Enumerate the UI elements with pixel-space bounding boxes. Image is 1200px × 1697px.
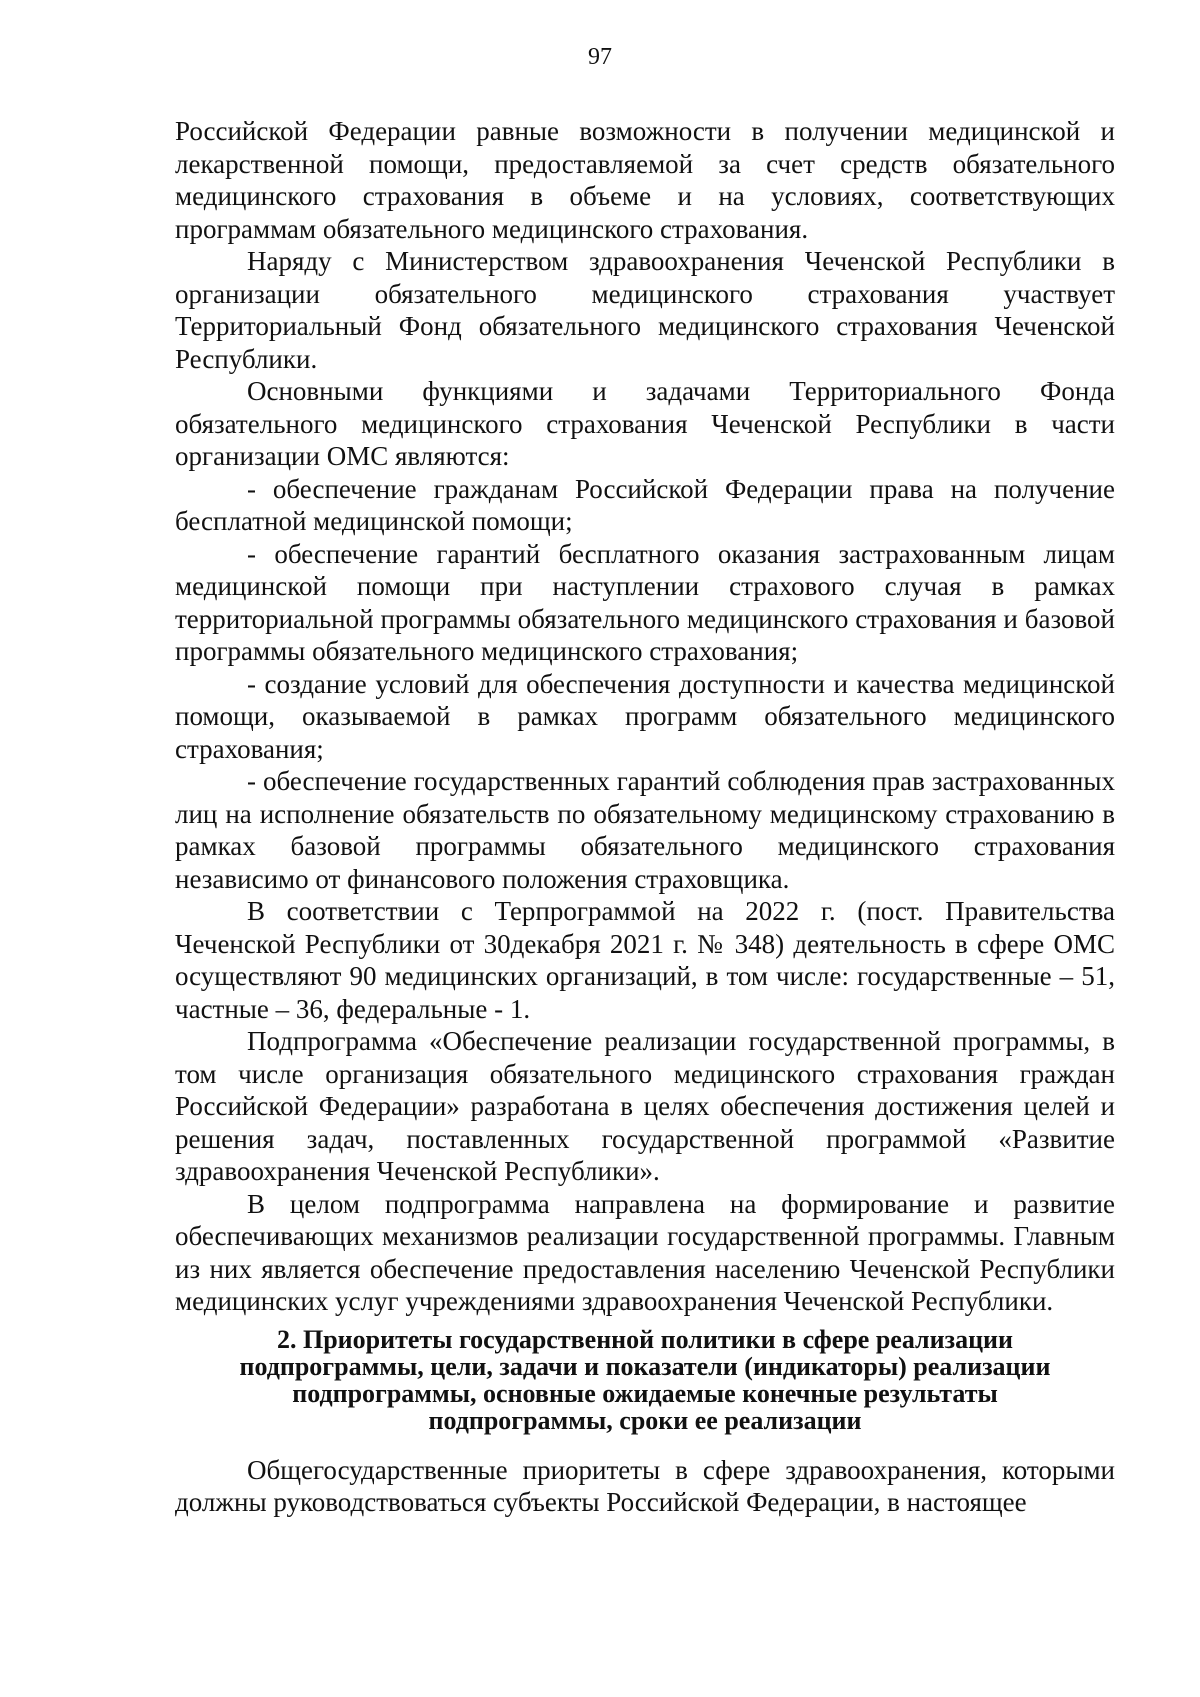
list-item-2: - обеспечение гарантий бесплатного оказания застрахованным лицам медицинской помощи при наступлении страхового случая в рамках территориальной программы обязательного медицинского страхования и базовой программы обязательного медицинского страхования; xyxy=(175,538,1115,666)
section-heading-line-4: подпрограммы, сроки ее реализации xyxy=(428,1405,862,1435)
page-number: 97 xyxy=(588,44,612,70)
paragraph-5: Подпрограмма «Обеспечение реализации государственной программы, в том числе организация обязательного медицинского страхования граждан Российской Федерации» разработана в целях обеспечения достижения целей и решения задач, поставленных государственной программой «Развитие здравоохранения Чеченской Республики». xyxy=(175,1026,1115,1186)
list-item-4: - обеспечение государственных гарантий соблюдения прав застрахованных лиц на исполнение обязательств по обязательному медицинскому страхованию в рамках базовой программы обязательного медицинского страхования независимо от финансового положения страховщика. xyxy=(175,766,1115,894)
section-heading-line-1: 2. Приоритеты государственной политики в сфере реализации xyxy=(276,1324,1014,1354)
document-body xyxy=(175,115,1115,1519)
section-heading-line-3: подпрограммы, основные ожидаемые конечные результаты xyxy=(292,1378,998,1408)
paragraph-3: Основными функциями и задачами Территориального Фонда обязательного медицинского страхования Чеченской Республики в части организации ОМС являются: xyxy=(175,376,1115,471)
paragraph-1: Российской Федерации равные возможности в получении медицинской и лекарственной помощи, предоставляемой за счет средств обязательного медицинского страхования в объеме и на условиях, соответствующих программам обязательного медицинского страхования. xyxy=(175,116,1115,244)
section-heading-line-2: подпрограммы, цели, задачи и показатели (индикаторы) реализации xyxy=(239,1351,1051,1381)
paragraph-2: Наряду с Министерством здравоохранения Чеченской Республики в организации обязательного медицинского страхования участвует Территориальный Фонд обязательного медицинского страхования Чеченской Республики. xyxy=(175,246,1115,374)
list-item-3: - создание условий для обеспечения доступности и качества медицинской помощи, оказываемой в рамках программ обязательного медицинского страхования; xyxy=(175,668,1115,764)
section-heading xyxy=(175,1326,1115,1434)
list-item-1: - обеспечение гражданам Российской Федерации права на получение бесплатной медицинской помощи; xyxy=(175,473,1115,536)
paragraph-6: В целом подпрограмма направлена на формирование и развитие обеспечивающих механизмов реализации государственной программы. Главным из них является обеспечение предоставления населению Чеченской Республики медицинских услуг учреждениями здравоохранения Чеченской Республики. xyxy=(175,1188,1115,1316)
paragraph-4: В соответствии с Терпрограммой на 2022 г. (пост. Правительства Чеченской Республики от 30декабря 2021 г. № 348) деятельность в сфере ОМС осуществляют 90 медицинских организаций, в том числе: государственные – 51, частные – 36, федеральные - 1. xyxy=(175,896,1115,1024)
paragraph-7: Общегосударственные приоритеты в сфере здравоохранения, которыми должны руководствоваться субъекты Российской Федерации, в настоящее xyxy=(175,1454,1115,1517)
